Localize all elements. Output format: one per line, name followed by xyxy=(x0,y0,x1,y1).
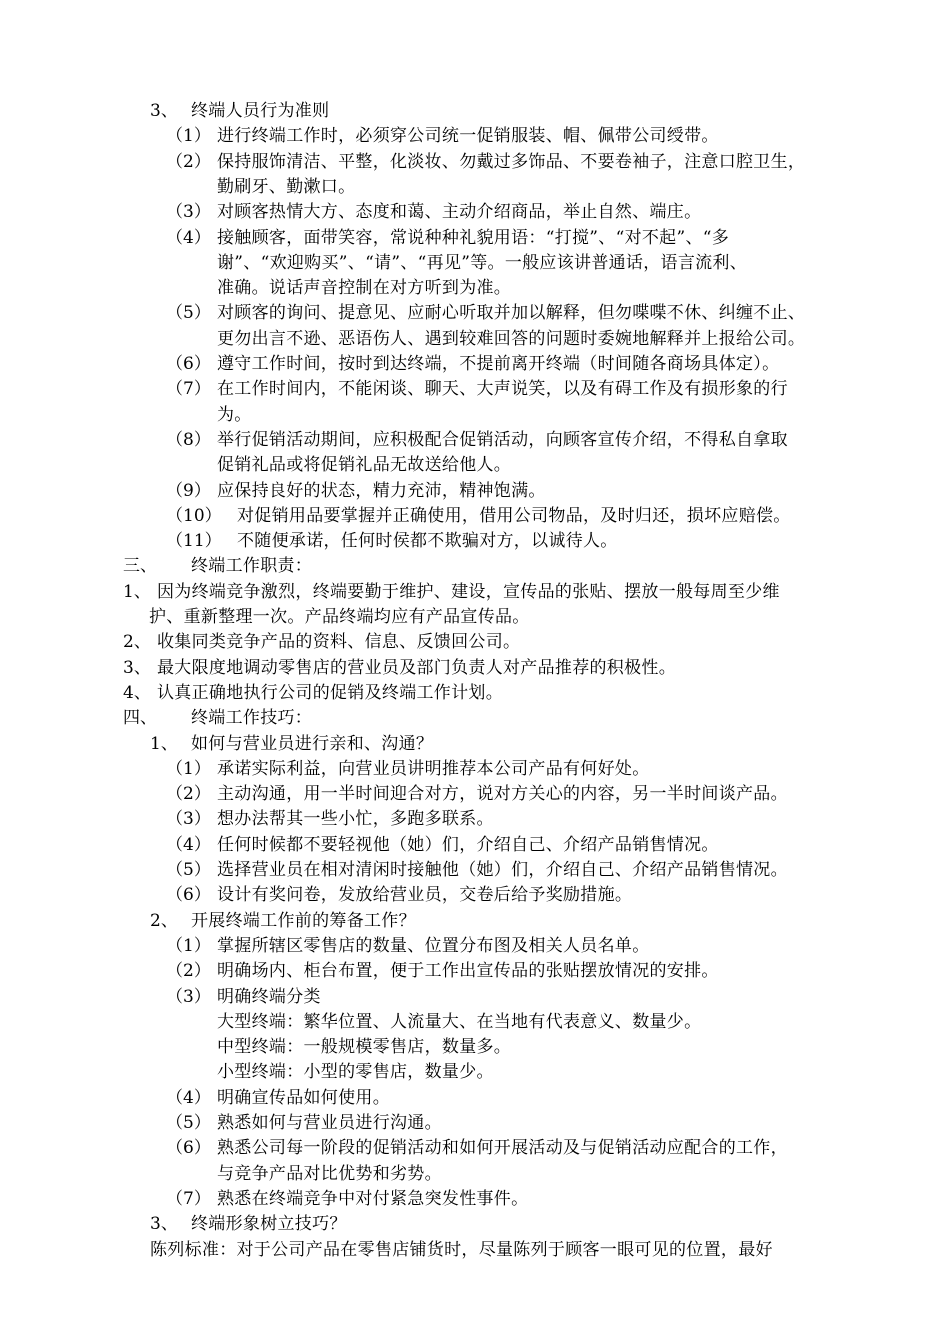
section-heading-number: 3、 xyxy=(150,101,178,121)
skill-item-line: 设计有奖问卷，发放给营业员，交卷后给予奖励措施。 xyxy=(217,885,633,906)
rule-item-line: 促销礼品或将促销礼品无故送给他人。 xyxy=(217,455,512,476)
rule-item-line: 遵守工作时间，按时到达终端，不提前离开终端（时间随各商场具体定）。 xyxy=(217,354,780,374)
part-heading-number: 三、 xyxy=(123,556,157,577)
prep-item-number: （1） xyxy=(166,935,211,956)
subsection-heading-number: 3、 xyxy=(150,1214,178,1235)
rule-item-line: 谢”、“欢迎购买”、“请”、“再见”等。一般应该讲普通话，语言流利、 xyxy=(217,252,748,273)
rule-item-number: （3） xyxy=(166,202,211,223)
duty-item-line: 因为终端竞争激烈，终端要勤于维护、建设，宣传品的张贴、摆放一般每周至少维 xyxy=(157,581,780,602)
rule-item-number: （8） xyxy=(166,429,211,450)
skill-item-line: 想办法帮其一些小忙，多跑多联系。 xyxy=(217,809,494,830)
rule-item-line: 为。 xyxy=(217,404,252,425)
prep-item-line: 明确宣传品如何使用。 xyxy=(217,1087,390,1108)
rule-item-number: （6） xyxy=(166,354,211,374)
prep-item-number: （7） xyxy=(166,1188,211,1209)
prep-item-number: （3） xyxy=(166,986,211,1007)
duty-item-line: 收集同类竞争产品的资料、信息、反馈回公司。 xyxy=(157,632,521,653)
subsection-heading-number: 1、 xyxy=(150,733,178,754)
rule-item-line: 举行促销活动期间，应积极配合促销活动，向顾客宣传介绍，不得私自拿取 xyxy=(217,429,788,450)
closing-line: 陈列标准：对于公司产品在零售店铺货时，尽量陈列于顾客一眼可见的位置，最好 xyxy=(150,1239,773,1260)
skill-item-number: （3） xyxy=(166,809,211,830)
rule-item-line: 在工作时间内，不能闲谈、聊天、大声说笑，以及有碍工作及有损形象的行 xyxy=(217,379,788,400)
rule-item-number: （1） xyxy=(166,126,211,147)
rule-item-line: 更勿出言不逊、恶语伤人、遇到较难回答的问题时委婉地解释并上报给公司。 xyxy=(217,328,806,349)
duty-item-line: 护、重新整理一次。产品终端均应有产品宣传品。 xyxy=(149,607,530,627)
rule-item-line: 准确。说话声音控制在对方听到为准。 xyxy=(217,278,512,299)
prep-item-line: 与竞争产品对比优势和劣势。 xyxy=(217,1163,442,1184)
duty-item-number: 2、 xyxy=(123,632,151,653)
prep-item-line: 明确终端分类 xyxy=(217,986,321,1007)
subsection-heading: 如何与营业员进行亲和、沟通？ xyxy=(191,733,434,754)
rule-item-number: （7） xyxy=(166,379,211,400)
rule-item-line: 对顾客热情大方、态度和蔼、主动介绍商品，举止自然、端庄。 xyxy=(217,202,702,223)
prep-item-line: 中型终端：一般规模零售店，数量多。 xyxy=(217,1037,512,1058)
prep-item-line: 小型终端：小型的零售店，数量少。 xyxy=(217,1062,494,1083)
prep-item-number: （6） xyxy=(166,1138,211,1159)
duty-item-line: 最大限度地调动零售店的营业员及部门负责人对产品推荐的积极性。 xyxy=(157,657,676,678)
rule-item-number: （11） xyxy=(166,531,222,552)
rule-item-line: 对促销用品要掌握并正确使用，借用公司物品，及时归还，损坏应赔偿。 xyxy=(237,505,791,526)
part-heading: 终端工作技巧： xyxy=(191,708,313,729)
rule-item-line: 对顾客的询问、提意见、应耐心听取并加以解释，但勿喋喋不休、纠缠不止、 xyxy=(217,303,806,324)
skill-item-number: （1） xyxy=(166,758,211,779)
rule-item-number: （9） xyxy=(166,480,211,501)
prep-item-line: 熟悉在终端竞争中对付紧急突发性事件。 xyxy=(217,1188,529,1209)
rule-item-line: 保持服饰清洁、平整，化淡妆、勿戴过多饰品、不要卷袖子，注意口腔卫生， xyxy=(217,151,806,172)
skill-item-line: 任何时候都不要轻视他（她）们，介绍自己、介绍产品销售情况。 xyxy=(217,834,719,855)
duty-item-number: 3、 xyxy=(123,657,151,678)
subsection-heading: 终端形象树立技巧？ xyxy=(191,1214,347,1235)
skill-item-number: （5） xyxy=(166,860,211,880)
prep-item-number: （5） xyxy=(166,1113,211,1133)
part-heading-number: 四、 xyxy=(123,708,157,729)
skill-item-number: （4） xyxy=(166,834,211,855)
rule-item-number: （5） xyxy=(166,303,211,324)
part-heading: 终端工作职责： xyxy=(191,556,313,577)
prep-item-line: 熟悉公司每一阶段的促销活动和如何开展活动及与促销活动应配合的工作， xyxy=(217,1138,788,1159)
rule-item-line: 勤刷牙、勤漱口。 xyxy=(217,176,356,197)
prep-item-line: 掌握所辖区零售店的数量、位置分布图及相关人员名单。 xyxy=(217,935,650,956)
prep-item-line: 熟悉如何与营业员进行沟通。 xyxy=(217,1113,442,1133)
rule-item-line: 接触顾客，面带笑容，常说种种礼貌用语：“打搅”、“对不起”、“多 xyxy=(217,227,730,248)
prep-item-line: 明确场内、柜台布置，便于工作出宣传品的张贴摆放情况的安排。 xyxy=(217,961,719,982)
section-heading: 终端人员行为准则 xyxy=(191,101,330,121)
duty-item-number: 4、 xyxy=(123,682,151,703)
subsection-heading-number: 2、 xyxy=(150,910,178,931)
duty-item-line: 认真正确地执行公司的促销及终端工作计划。 xyxy=(157,682,503,703)
skill-item-line: 选择营业员在相对清闲时接触他（她）们，介绍自己、介绍产品销售情况。 xyxy=(217,860,788,880)
prep-item-number: （4） xyxy=(166,1087,211,1108)
skill-item-line: 主动沟通，用一半时间迎合对方，说对方关心的内容，另一半时间谈产品。 xyxy=(217,784,788,805)
skill-item-number: （2） xyxy=(166,784,211,805)
rule-item-line: 应保持良好的状态，精力充沛，精神饱满。 xyxy=(217,480,546,501)
subsection-heading: 开展终端工作前的筹备工作？ xyxy=(191,910,416,931)
rule-item-number: （10） xyxy=(166,505,222,526)
rule-item-line: 进行终端工作时，必须穿公司统一促销服装、帽、佩带公司绶带。 xyxy=(217,126,719,147)
duty-item-number: 1、 xyxy=(123,581,151,602)
rule-item-number: （4） xyxy=(166,227,211,248)
skill-item-line: 承诺实际利益，向营业员讲明推荐本公司产品有何好处。 xyxy=(217,758,650,779)
rule-item-number: （2） xyxy=(166,151,211,172)
prep-item-line: 大型终端：繁华位置、人流量大、在当地有代表意义、数量少。 xyxy=(217,1011,702,1032)
rule-item-line: 不随便承诺，任何时侯都不欺骗对方，以诚待人。 xyxy=(237,531,618,552)
prep-item-number: （2） xyxy=(166,961,211,982)
skill-item-number: （6） xyxy=(166,885,211,906)
